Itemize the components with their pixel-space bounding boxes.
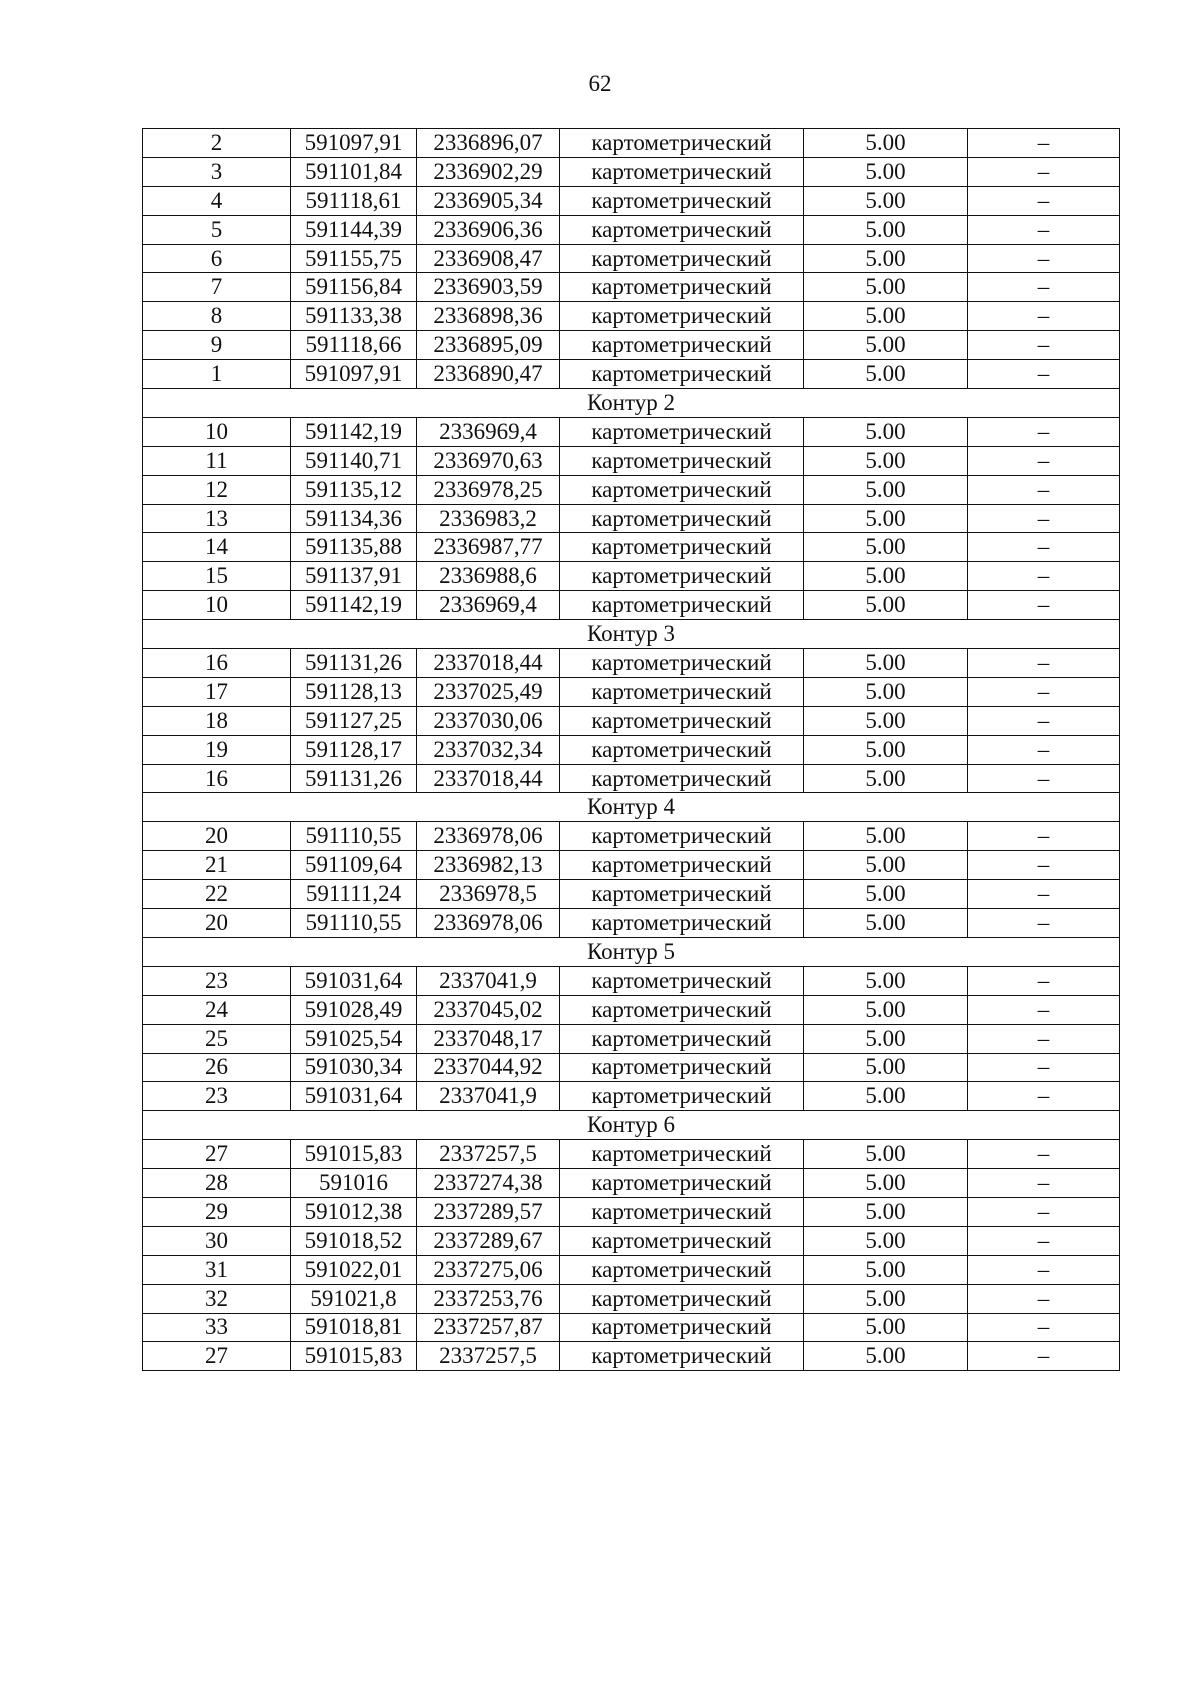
point-number-cell: 1 <box>143 360 291 389</box>
table-row <box>143 533 1120 562</box>
contour-header-row <box>143 937 1120 966</box>
accuracy-cell: 5.00 <box>804 1024 968 1053</box>
accuracy-cell: 5.00 <box>804 1226 968 1255</box>
y-coordinate-cell: 2336890,47 <box>417 360 560 389</box>
contour-title: Контур 3 <box>143 620 1120 649</box>
note-cell: – <box>968 1284 1120 1313</box>
note-cell: – <box>968 1082 1120 1111</box>
point-number-cell: 28 <box>143 1169 291 1198</box>
table-row <box>143 966 1120 995</box>
note-cell: – <box>968 360 1120 389</box>
point-number-cell: 31 <box>143 1255 291 1284</box>
y-coordinate-cell: 2336978,5 <box>417 880 560 909</box>
note-cell: – <box>968 504 1120 533</box>
note-cell: – <box>968 1024 1120 1053</box>
method-cell: картометрический <box>560 157 804 186</box>
note-cell: – <box>968 157 1120 186</box>
point-number-cell: 3 <box>143 157 291 186</box>
table-row <box>143 1169 1120 1198</box>
point-number-cell: 30 <box>143 1226 291 1255</box>
method-cell: картометрический <box>560 446 804 475</box>
method-cell: картометрический <box>560 735 804 764</box>
y-coordinate-cell: 2337041,9 <box>417 966 560 995</box>
accuracy-cell: 5.00 <box>804 215 968 244</box>
method-cell: картометрический <box>560 880 804 909</box>
accuracy-cell: 5.00 <box>804 851 968 880</box>
y-coordinate-cell: 2337048,17 <box>417 1024 560 1053</box>
x-coordinate-cell: 591135,12 <box>291 475 417 504</box>
note-cell: – <box>968 1342 1120 1371</box>
point-number-cell: 11 <box>143 446 291 475</box>
y-coordinate-cell: 2337041,9 <box>417 1082 560 1111</box>
y-coordinate-cell: 2337289,57 <box>417 1197 560 1226</box>
accuracy-cell: 5.00 <box>804 706 968 735</box>
x-coordinate-cell: 591018,81 <box>291 1313 417 1342</box>
y-coordinate-cell: 2336978,06 <box>417 909 560 938</box>
point-number-cell: 14 <box>143 533 291 562</box>
x-coordinate-cell: 591155,75 <box>291 244 417 273</box>
y-coordinate-cell: 2337289,67 <box>417 1226 560 1255</box>
table-row <box>143 822 1120 851</box>
method-cell: картометрический <box>560 677 804 706</box>
y-coordinate-cell: 2336898,36 <box>417 302 560 331</box>
point-number-cell: 18 <box>143 706 291 735</box>
table-row <box>143 215 1120 244</box>
table-row <box>143 735 1120 764</box>
method-cell: картометрический <box>560 1053 804 1082</box>
x-coordinate-cell: 591015,83 <box>291 1342 417 1371</box>
note-cell: – <box>968 302 1120 331</box>
method-cell: картометрический <box>560 417 804 446</box>
y-coordinate-cell: 2336988,6 <box>417 562 560 591</box>
point-number-cell: 12 <box>143 475 291 504</box>
method-cell: картометрический <box>560 649 804 678</box>
x-coordinate-cell: 591131,26 <box>291 764 417 793</box>
y-coordinate-cell: 2337253,76 <box>417 1284 560 1313</box>
y-coordinate-cell: 2337025,49 <box>417 677 560 706</box>
y-coordinate-cell: 2336908,47 <box>417 244 560 273</box>
page-number: 62 <box>588 71 612 96</box>
point-number-cell: 24 <box>143 995 291 1024</box>
x-coordinate-cell: 591097,91 <box>291 129 417 158</box>
note-cell: – <box>968 446 1120 475</box>
point-number-cell: 20 <box>143 822 291 851</box>
y-coordinate-cell: 2336970,63 <box>417 446 560 475</box>
table-row <box>143 1255 1120 1284</box>
method-cell: картометрический <box>560 1140 804 1169</box>
y-coordinate-cell: 2336982,13 <box>417 851 560 880</box>
coordinates-table <box>142 128 1120 1371</box>
table-row <box>143 880 1120 909</box>
x-coordinate-cell: 591031,64 <box>291 966 417 995</box>
accuracy-cell: 5.00 <box>804 1342 968 1371</box>
point-number-cell: 19 <box>143 735 291 764</box>
x-coordinate-cell: 591156,84 <box>291 273 417 302</box>
x-coordinate-cell: 591133,38 <box>291 302 417 331</box>
x-coordinate-cell: 591110,55 <box>291 822 417 851</box>
note-cell: – <box>968 1313 1120 1342</box>
y-coordinate-cell: 2336969,4 <box>417 591 560 620</box>
note-cell: – <box>968 273 1120 302</box>
accuracy-cell: 5.00 <box>804 417 968 446</box>
x-coordinate-cell: 591110,55 <box>291 909 417 938</box>
x-coordinate-cell: 591030,34 <box>291 1053 417 1082</box>
method-cell: картометрический <box>560 273 804 302</box>
note-cell: – <box>968 1255 1120 1284</box>
y-coordinate-cell: 2337274,38 <box>417 1169 560 1198</box>
method-cell: картометрический <box>560 1169 804 1198</box>
method-cell: картометрический <box>560 706 804 735</box>
y-coordinate-cell: 2337018,44 <box>417 649 560 678</box>
point-number-cell: 4 <box>143 186 291 215</box>
point-number-cell: 17 <box>143 677 291 706</box>
y-coordinate-cell: 2336906,36 <box>417 215 560 244</box>
point-number-cell: 23 <box>143 1082 291 1111</box>
table-row <box>143 1284 1120 1313</box>
note-cell: – <box>968 1226 1120 1255</box>
x-coordinate-cell: 591028,49 <box>291 995 417 1024</box>
contour-header-row <box>143 620 1120 649</box>
contour-header-row <box>143 1111 1120 1140</box>
note-cell: – <box>968 475 1120 504</box>
accuracy-cell: 5.00 <box>804 591 968 620</box>
accuracy-cell: 5.00 <box>804 446 968 475</box>
method-cell: картометрический <box>560 851 804 880</box>
point-number-cell: 33 <box>143 1313 291 1342</box>
accuracy-cell: 5.00 <box>804 157 968 186</box>
point-number-cell: 7 <box>143 273 291 302</box>
accuracy-cell: 5.00 <box>804 475 968 504</box>
y-coordinate-cell: 2337018,44 <box>417 764 560 793</box>
table-row <box>143 1342 1120 1371</box>
table-row <box>143 302 1120 331</box>
accuracy-cell: 5.00 <box>804 966 968 995</box>
table-row <box>143 764 1120 793</box>
x-coordinate-cell: 591022,01 <box>291 1255 417 1284</box>
x-coordinate-cell: 591111,24 <box>291 880 417 909</box>
accuracy-cell: 5.00 <box>804 1197 968 1226</box>
contour-title: Контур 2 <box>143 389 1120 418</box>
accuracy-cell: 5.00 <box>804 129 968 158</box>
point-number-cell: 15 <box>143 562 291 591</box>
table-row <box>143 1053 1120 1082</box>
method-cell: картометрический <box>560 475 804 504</box>
method-cell: картометрический <box>560 331 804 360</box>
table-row <box>143 446 1120 475</box>
x-coordinate-cell: 591118,61 <box>291 186 417 215</box>
x-coordinate-cell: 591018,52 <box>291 1226 417 1255</box>
note-cell: – <box>968 966 1120 995</box>
y-coordinate-cell: 2336905,34 <box>417 186 560 215</box>
table-row <box>143 649 1120 678</box>
table-row <box>143 1197 1120 1226</box>
table-row <box>143 562 1120 591</box>
y-coordinate-cell: 2336896,07 <box>417 129 560 158</box>
accuracy-cell: 5.00 <box>804 244 968 273</box>
accuracy-cell: 5.00 <box>804 1140 968 1169</box>
y-coordinate-cell: 2336978,25 <box>417 475 560 504</box>
table-row <box>143 273 1120 302</box>
contour-header-row <box>143 793 1120 822</box>
table-row <box>143 1024 1120 1053</box>
table-row <box>143 244 1120 273</box>
note-cell: – <box>968 417 1120 446</box>
accuracy-cell: 5.00 <box>804 735 968 764</box>
note-cell: – <box>968 677 1120 706</box>
x-coordinate-cell: 591109,64 <box>291 851 417 880</box>
table-row <box>143 995 1120 1024</box>
y-coordinate-cell: 2337275,06 <box>417 1255 560 1284</box>
method-cell: картометрический <box>560 966 804 995</box>
x-coordinate-cell: 591127,25 <box>291 706 417 735</box>
note-cell: – <box>968 215 1120 244</box>
method-cell: картометрический <box>560 1313 804 1342</box>
table-row <box>143 331 1120 360</box>
point-number-cell: 27 <box>143 1140 291 1169</box>
y-coordinate-cell: 2336983,2 <box>417 504 560 533</box>
y-coordinate-cell: 2336969,4 <box>417 417 560 446</box>
method-cell: картометрический <box>560 1342 804 1371</box>
method-cell: картометрический <box>560 186 804 215</box>
coordinates-table-body <box>143 129 1120 1371</box>
contour-title: Контур 6 <box>143 1111 1120 1140</box>
y-coordinate-cell: 2337032,34 <box>417 735 560 764</box>
method-cell: картометрический <box>560 1226 804 1255</box>
accuracy-cell: 5.00 <box>804 1169 968 1198</box>
method-cell: картометрический <box>560 360 804 389</box>
accuracy-cell: 5.00 <box>804 1053 968 1082</box>
point-number-cell: 10 <box>143 417 291 446</box>
accuracy-cell: 5.00 <box>804 880 968 909</box>
x-coordinate-cell: 591144,39 <box>291 215 417 244</box>
table-row <box>143 186 1120 215</box>
x-coordinate-cell: 591031,64 <box>291 1082 417 1111</box>
accuracy-cell: 5.00 <box>804 1082 968 1111</box>
table-row <box>143 1313 1120 1342</box>
table-row <box>143 1140 1120 1169</box>
table-row <box>143 475 1120 504</box>
point-number-cell: 8 <box>143 302 291 331</box>
y-coordinate-cell: 2336895,09 <box>417 331 560 360</box>
method-cell: картометрический <box>560 244 804 273</box>
note-cell: – <box>968 244 1120 273</box>
point-number-cell: 16 <box>143 764 291 793</box>
point-number-cell: 16 <box>143 649 291 678</box>
note-cell: – <box>968 591 1120 620</box>
table-row <box>143 591 1120 620</box>
note-cell: – <box>968 995 1120 1024</box>
method-cell: картометрический <box>560 1284 804 1313</box>
accuracy-cell: 5.00 <box>804 1284 968 1313</box>
accuracy-cell: 5.00 <box>804 822 968 851</box>
method-cell: картометрический <box>560 533 804 562</box>
method-cell: картометрический <box>560 1255 804 1284</box>
accuracy-cell: 5.00 <box>804 649 968 678</box>
x-coordinate-cell: 591135,88 <box>291 533 417 562</box>
x-coordinate-cell: 591021,8 <box>291 1284 417 1313</box>
point-number-cell: 9 <box>143 331 291 360</box>
method-cell: картометрический <box>560 1024 804 1053</box>
note-cell: – <box>968 764 1120 793</box>
x-coordinate-cell: 591140,71 <box>291 446 417 475</box>
table-row <box>143 360 1120 389</box>
table-row <box>143 909 1120 938</box>
point-number-cell: 32 <box>143 1284 291 1313</box>
note-cell: – <box>968 1169 1120 1198</box>
note-cell: – <box>968 1140 1120 1169</box>
table-row <box>143 677 1120 706</box>
contour-title: Контур 5 <box>143 937 1120 966</box>
note-cell: – <box>968 909 1120 938</box>
x-coordinate-cell: 591012,38 <box>291 1197 417 1226</box>
accuracy-cell: 5.00 <box>804 302 968 331</box>
x-coordinate-cell: 591128,17 <box>291 735 417 764</box>
table-row <box>143 706 1120 735</box>
method-cell: картометрический <box>560 822 804 851</box>
note-cell: – <box>968 880 1120 909</box>
point-number-cell: 21 <box>143 851 291 880</box>
accuracy-cell: 5.00 <box>804 331 968 360</box>
y-coordinate-cell: 2337257,5 <box>417 1342 560 1371</box>
x-coordinate-cell: 591016 <box>291 1169 417 1198</box>
x-coordinate-cell: 591142,19 <box>291 591 417 620</box>
x-coordinate-cell: 591134,36 <box>291 504 417 533</box>
note-cell: – <box>968 851 1120 880</box>
table-row <box>143 1226 1120 1255</box>
point-number-cell: 13 <box>143 504 291 533</box>
x-coordinate-cell: 591128,13 <box>291 677 417 706</box>
x-coordinate-cell: 591025,54 <box>291 1024 417 1053</box>
y-coordinate-cell: 2337030,06 <box>417 706 560 735</box>
y-coordinate-cell: 2336978,06 <box>417 822 560 851</box>
accuracy-cell: 5.00 <box>804 562 968 591</box>
method-cell: картометрический <box>560 1197 804 1226</box>
y-coordinate-cell: 2336903,59 <box>417 273 560 302</box>
table-row <box>143 504 1120 533</box>
x-coordinate-cell: 591142,19 <box>291 417 417 446</box>
point-number-cell: 6 <box>143 244 291 273</box>
x-coordinate-cell: 591137,91 <box>291 562 417 591</box>
point-number-cell: 25 <box>143 1024 291 1053</box>
x-coordinate-cell: 591097,91 <box>291 360 417 389</box>
note-cell: – <box>968 706 1120 735</box>
note-cell: – <box>968 186 1120 215</box>
y-coordinate-cell: 2337257,5 <box>417 1140 560 1169</box>
note-cell: – <box>968 649 1120 678</box>
accuracy-cell: 5.00 <box>804 677 968 706</box>
method-cell: картометрический <box>560 129 804 158</box>
accuracy-cell: 5.00 <box>804 995 968 1024</box>
accuracy-cell: 5.00 <box>804 1255 968 1284</box>
method-cell: картометрический <box>560 764 804 793</box>
y-coordinate-cell: 2337257,87 <box>417 1313 560 1342</box>
method-cell: картометрический <box>560 1082 804 1111</box>
method-cell: картометрический <box>560 562 804 591</box>
accuracy-cell: 5.00 <box>804 186 968 215</box>
contour-header-row <box>143 389 1120 418</box>
method-cell: картометрический <box>560 591 804 620</box>
method-cell: картометрический <box>560 215 804 244</box>
table-row <box>143 157 1120 186</box>
accuracy-cell: 5.00 <box>804 504 968 533</box>
method-cell: картометрический <box>560 504 804 533</box>
x-coordinate-cell: 591118,66 <box>291 331 417 360</box>
accuracy-cell: 5.00 <box>804 1313 968 1342</box>
y-coordinate-cell: 2337044,92 <box>417 1053 560 1082</box>
point-number-cell: 20 <box>143 909 291 938</box>
y-coordinate-cell: 2336902,29 <box>417 157 560 186</box>
x-coordinate-cell: 591101,84 <box>291 157 417 186</box>
note-cell: – <box>968 331 1120 360</box>
note-cell: – <box>968 822 1120 851</box>
note-cell: – <box>968 1053 1120 1082</box>
method-cell: картометрический <box>560 302 804 331</box>
contour-title: Контур 4 <box>143 793 1120 822</box>
table-row <box>143 1082 1120 1111</box>
table-row <box>143 417 1120 446</box>
x-coordinate-cell: 591015,83 <box>291 1140 417 1169</box>
point-number-cell: 27 <box>143 1342 291 1371</box>
point-number-cell: 5 <box>143 215 291 244</box>
point-number-cell: 23 <box>143 966 291 995</box>
x-coordinate-cell: 591131,26 <box>291 649 417 678</box>
table-row <box>143 129 1120 158</box>
note-cell: – <box>968 735 1120 764</box>
note-cell: – <box>968 562 1120 591</box>
accuracy-cell: 5.00 <box>804 360 968 389</box>
point-number-cell: 2 <box>143 129 291 158</box>
accuracy-cell: 5.00 <box>804 273 968 302</box>
table-row <box>143 851 1120 880</box>
point-number-cell: 10 <box>143 591 291 620</box>
point-number-cell: 29 <box>143 1197 291 1226</box>
method-cell: картометрический <box>560 909 804 938</box>
point-number-cell: 22 <box>143 880 291 909</box>
note-cell: – <box>968 533 1120 562</box>
point-number-cell: 26 <box>143 1053 291 1082</box>
y-coordinate-cell: 2336987,77 <box>417 533 560 562</box>
accuracy-cell: 5.00 <box>804 909 968 938</box>
note-cell: – <box>968 129 1120 158</box>
note-cell: – <box>968 1197 1120 1226</box>
method-cell: картометрический <box>560 995 804 1024</box>
accuracy-cell: 5.00 <box>804 533 968 562</box>
y-coordinate-cell: 2337045,02 <box>417 995 560 1024</box>
accuracy-cell: 5.00 <box>804 764 968 793</box>
